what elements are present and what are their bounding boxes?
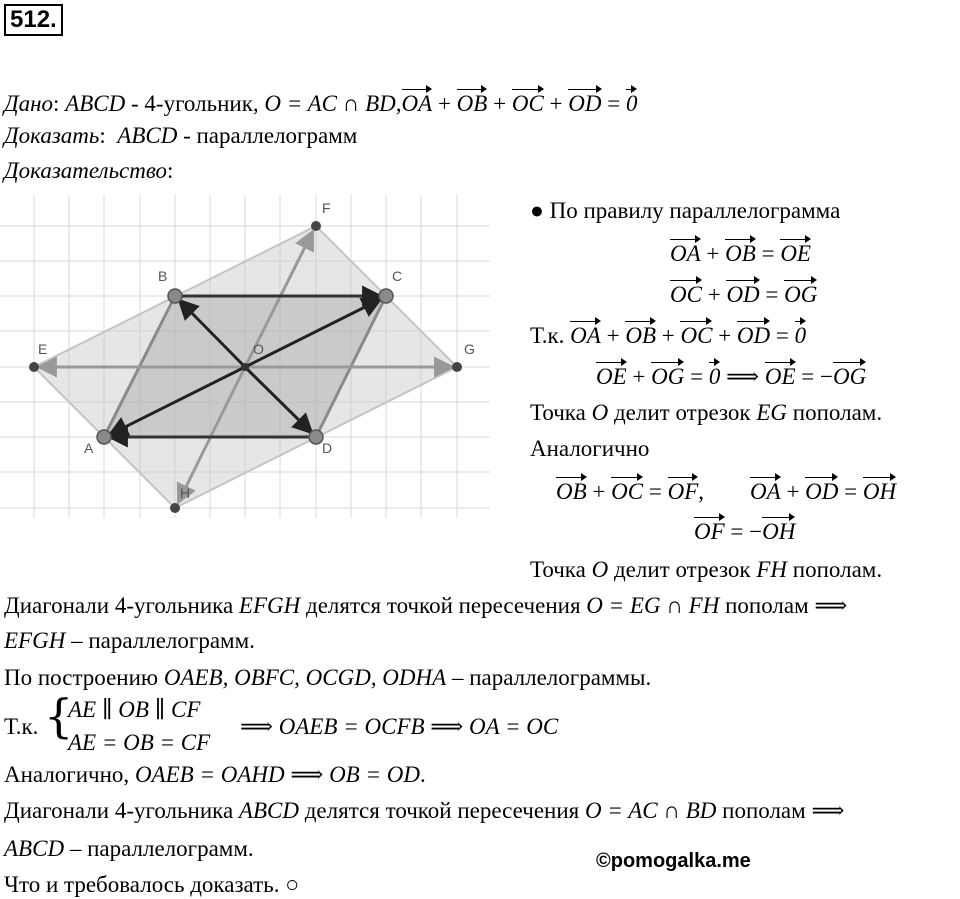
eq-oc-od-og: OC + OD = OG bbox=[670, 279, 817, 306]
prove-quad: ABCD bbox=[117, 123, 178, 148]
point-e bbox=[29, 362, 39, 372]
system-line-1: AE ∥ OB ∥ CF bbox=[68, 697, 201, 722]
watermark: ©pomogalka.me bbox=[596, 850, 751, 872]
vec-oh-6: OH bbox=[863, 476, 896, 503]
given-label: Дано bbox=[4, 91, 54, 116]
vec-zero-4: 0 bbox=[709, 361, 721, 388]
vec-oc-3: OC bbox=[680, 320, 712, 347]
point-b bbox=[168, 289, 182, 303]
vec-oa-6: OA bbox=[750, 476, 781, 503]
point-g bbox=[452, 362, 462, 372]
bottom-line-8: Что и требовалось доказать. ○ bbox=[4, 872, 300, 897]
label-c: C bbox=[392, 268, 403, 284]
eq-oa-ob-oe: OA + OB = OE bbox=[670, 238, 811, 265]
proof-label: Доказательство bbox=[4, 158, 168, 183]
label-f: F bbox=[322, 200, 331, 216]
system-line-2: AE = OB = CF bbox=[68, 730, 211, 755]
label-d: D bbox=[322, 440, 333, 456]
bottom-line-5: Аналогично, OAEB = OAHD ⟹ OB = OD. bbox=[4, 762, 426, 787]
label-b: B bbox=[158, 268, 168, 284]
vec-ob-3: OB bbox=[625, 320, 656, 347]
eq-oe-og: OE + OG = 0 ⟹ OE = −OG bbox=[596, 361, 866, 388]
point-c bbox=[379, 289, 393, 303]
given-intersection: O = AC ∩ BD, bbox=[264, 91, 402, 116]
point-o bbox=[241, 363, 249, 371]
bottom-line-3: По построению OAEB, OBFC, OCGD, ODHA – параллелограммы. bbox=[4, 665, 652, 690]
vec-og-4: OG bbox=[651, 361, 684, 388]
vec-oa: OA bbox=[402, 88, 433, 115]
vec-zero: 0 bbox=[626, 88, 638, 115]
eq-of-oh: OB + OC = OF, OA + OD = OH bbox=[556, 476, 896, 503]
point-a bbox=[97, 430, 111, 444]
system-brace: { bbox=[44, 689, 74, 743]
vec-od-6: OD bbox=[805, 476, 838, 503]
prove-label: Доказать bbox=[4, 123, 100, 148]
system-conclusion: ⟹ OAEB = OCFB ⟹ OA = OC bbox=[240, 714, 559, 739]
vec-oa-3: OA bbox=[570, 320, 601, 347]
bottom-line-1: Диагонали 4-угольника EFGH делятся точкой пересечения O = EG ∩ FH пополам ⟹ bbox=[4, 593, 848, 618]
label-g: G bbox=[464, 341, 475, 357]
point-f bbox=[311, 221, 321, 231]
problem-number: 512. bbox=[4, 4, 63, 36]
label-e: E bbox=[38, 341, 48, 357]
vec-og-5: OG bbox=[833, 361, 866, 388]
vec-oc-2: OC bbox=[670, 279, 702, 306]
point-h bbox=[170, 503, 180, 513]
vec-og-2: OG bbox=[784, 279, 817, 306]
vec-oc: OC bbox=[512, 88, 544, 115]
vec-oh-7: OH bbox=[762, 516, 795, 543]
bottom-line-6: Диагонали 4-угольника ABCD делятся точкой пересечения O = AC ∩ BD пополам ⟹ bbox=[4, 798, 845, 823]
tk-label: Т.к. bbox=[530, 323, 565, 348]
prove-text: - параллелограмм bbox=[177, 123, 358, 148]
point-text-eg: Точка O делит отрезок EG пополам. bbox=[530, 400, 883, 425]
given-quad: ABCD bbox=[65, 91, 126, 116]
vec-zero-3: 0 bbox=[795, 320, 807, 347]
eq-sum-zero: Т.к. OA + OB + OC + OD = 0 bbox=[530, 320, 806, 347]
given-line: Дано: ABCD - 4-угольник, O = AC ∩ BD,OA + OB + OC + OD = 0 bbox=[4, 88, 637, 115]
given-text: - 4-угольник, bbox=[125, 91, 265, 116]
vec-oe-5: OE bbox=[765, 361, 796, 388]
vec-of-7: OF bbox=[694, 516, 725, 543]
point-text-fh: Точка O делит отрезок FH пополам. bbox=[530, 557, 883, 582]
label-a: A bbox=[84, 440, 94, 456]
label-o: O bbox=[253, 341, 264, 357]
vec-od-2: OD bbox=[726, 279, 759, 306]
vec-od: OD bbox=[568, 88, 601, 115]
proof-label-line: Доказательство: bbox=[4, 158, 174, 183]
tk-label-2: Т.к. bbox=[4, 714, 39, 739]
vec-od-3: OD bbox=[737, 320, 770, 347]
vec-oe-1: OE bbox=[780, 238, 811, 265]
bottom-line-7: ABCD – параллелограмм. bbox=[4, 836, 254, 861]
rule-line: ● По правилу параллелограмма bbox=[530, 198, 841, 223]
label-h: H bbox=[180, 485, 191, 501]
vec-oc-6: OC bbox=[611, 476, 643, 503]
vec-ob-6: OB bbox=[556, 476, 587, 503]
point-d bbox=[309, 430, 323, 444]
geometry-figure bbox=[0, 190, 495, 520]
vec-of-6: OF bbox=[668, 476, 699, 503]
vec-ob-1: OB bbox=[725, 238, 756, 265]
vec-oa-1: OA bbox=[670, 238, 701, 265]
vec-ob: OB bbox=[457, 88, 488, 115]
analog-label: Аналогично bbox=[530, 436, 650, 461]
prove-line: Доказать: ABCD - параллелограмм bbox=[4, 123, 358, 148]
eq-of-neg-oh: OF = −OH bbox=[694, 516, 795, 543]
bottom-line-2: EFGH – параллелограмм. bbox=[4, 628, 255, 653]
vec-oe-4: OE bbox=[596, 361, 627, 388]
